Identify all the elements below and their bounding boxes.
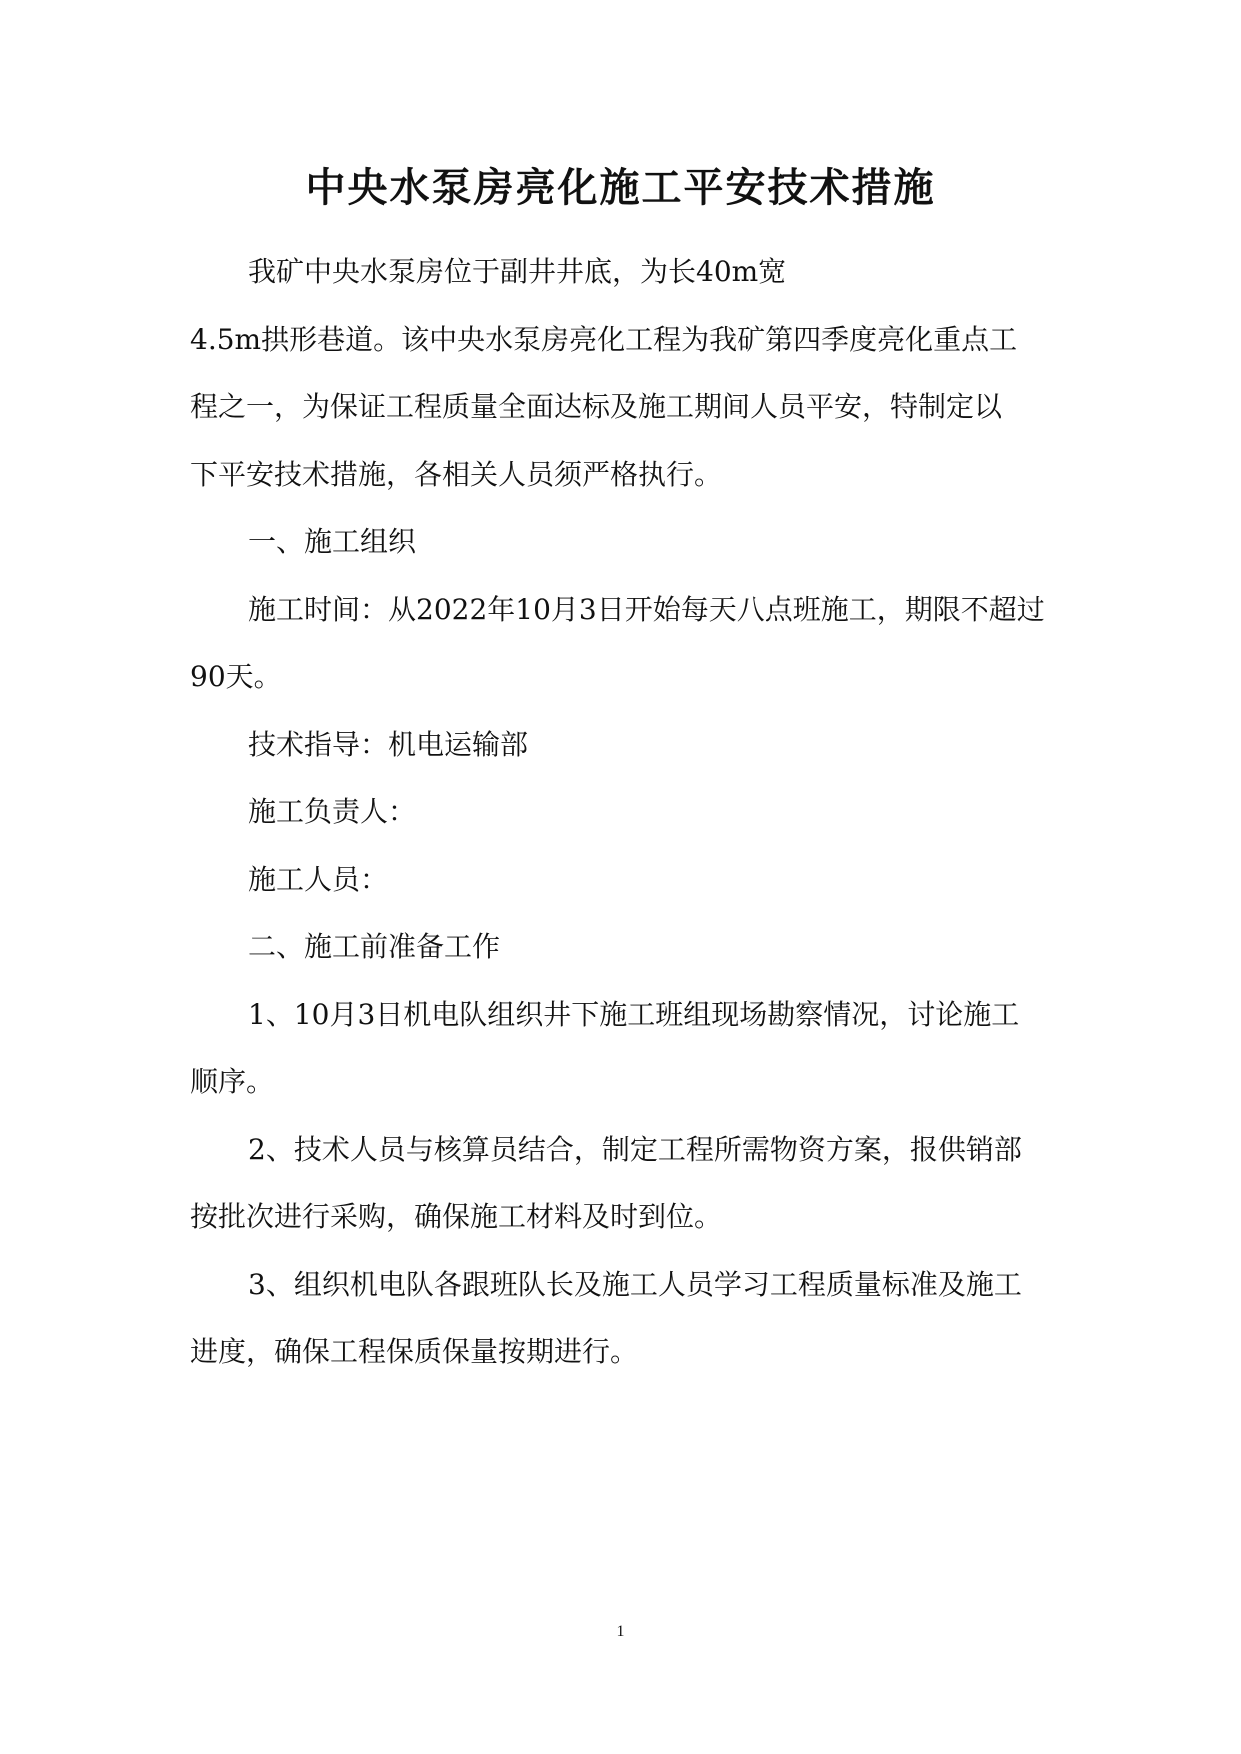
section-heading-2: 二、施工前准备工作 (248, 930, 501, 963)
intro-line-2: 4.5m拱形巷道。该中央水泵房亮化工程为我矿第四季度亮化重点工 (190, 323, 1018, 356)
prep-item-2-line-1: 2、技术人员与核算员结合，制定工程所需物资方案，报供销部 (248, 1133, 1022, 1166)
construction-time-line-2: 90天。 (190, 660, 282, 693)
construction-leader: 施工负责人： (248, 795, 417, 828)
intro-line-1: 我矿中央水泵房位于副井井底，为长40m宽 (248, 255, 787, 288)
page-number: 1 (616, 1623, 625, 1640)
section-heading-1: 一、施工组织 (248, 525, 417, 558)
construction-staff: 施工人员： (248, 863, 389, 896)
prep-item-3-line-2: 进度，确保工程保质保量按期进行。 (190, 1335, 639, 1368)
construction-time-line-1: 施工时间：从2022年10月3日开始每天八点班施工，期限不超过 (248, 593, 1045, 626)
intro-line-3: 程之一，为保证工程质量全面达标及施工期间人员平安，特制定以 (190, 390, 1003, 423)
document-title: 中央水泵房亮化施工平安技术措施 (305, 164, 936, 211)
technical-guidance: 技术指导：机电运输部 (248, 728, 529, 761)
prep-item-3-line-1: 3、组织机电队各跟班队长及施工人员学习工程质量标准及施工 (248, 1268, 1022, 1301)
prep-item-1-line-2: 顺序。 (190, 1065, 275, 1098)
prep-item-2-line-2: 按批次进行采购，确保施工材料及时到位。 (190, 1200, 723, 1233)
intro-line-4: 下平安技术措施，各相关人员须严格执行。 (190, 458, 723, 491)
prep-item-1-line-1: 1、10月3日机电队组织井下施工班组现场勘察情况，讨论施工 (248, 998, 1020, 1031)
